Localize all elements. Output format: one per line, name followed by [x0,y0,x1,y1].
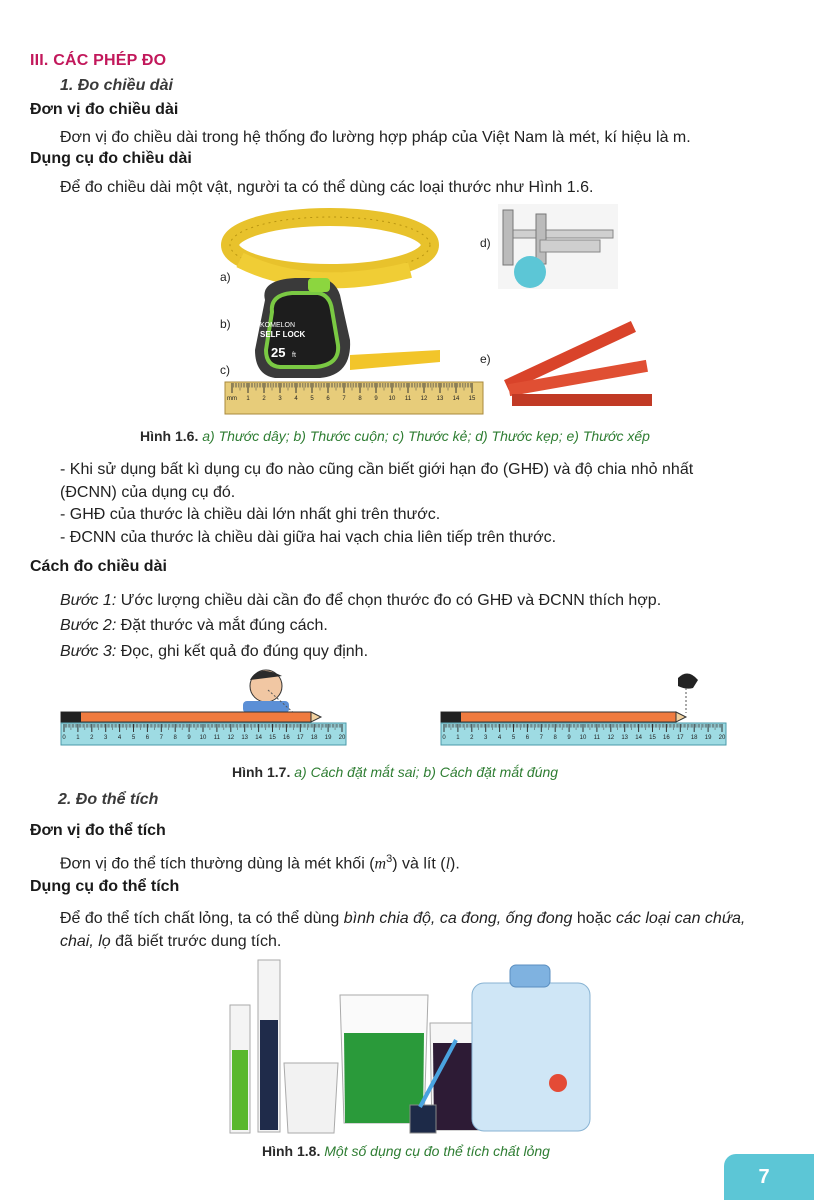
ruler17a-tick-label: 12 [227,735,235,741]
volume-tool-text-c: hoặc [572,910,616,927]
ruler17b-tick-label: 3 [484,735,488,741]
subsection-length-title: 1. Đo chiều dài [60,77,173,94]
ruler17a-tick-label: 2 [90,735,94,741]
ruler17b-tick-label: 7 [539,735,543,741]
measuring-cup [284,1063,338,1133]
volume-unit-heading: Đơn vị đo thể tích [30,822,166,839]
step-2-text: Đặt thước và mắt đúng cách. [116,617,328,634]
figure-1-6-caption-text: a) Thước dây; b) Thước cuộn; c) Thước kẻ; d) Thước kẹp; e) Thước xếp [202,428,650,444]
volume-unit-m: m [374,855,387,873]
figure-1-6 [200,200,690,420]
figure-1-7-illustration [58,668,728,754]
method-heading: Cách đo chiều dài [30,558,167,575]
graduated-cylinder-green [230,1005,250,1133]
ruler17a-tick-label: 1 [76,735,80,741]
ruler17b-tick-label: 19 [704,735,712,741]
ruler17b-tick-label: 5 [511,735,516,741]
figure-1-8-caption-text: Một số dụng cụ đo thể tích chất lỏng [324,1143,550,1159]
fig16-label-c: c) [220,363,230,377]
water-canister [472,965,590,1131]
measuring-tape-image [230,217,430,280]
volume-tool-text-b: bình chia độ, ca đong, ống đong [343,910,573,927]
figure-1-7 [58,668,728,754]
ruler17b-tick-label: 12 [607,735,615,741]
step-3-label: Bước 3: [60,643,117,660]
ruler17b-tick-label: 16 [663,735,670,741]
ruler16-tick-label: 13 [436,396,444,402]
fig16-label-b: b) [220,317,231,331]
ruler16-tick-label: 4 [294,396,298,402]
volume-tool-text-d: các loại can chứa, [615,910,746,927]
ruler17b-tick-label: 15 [649,735,656,741]
figure-1-7-caption-text: a) Cách đặt mắt sai; b) Cách đặt mắt đúng [294,764,559,780]
correct-eye-position-image [441,673,726,745]
ruler16-tick-label: 11 [404,396,412,402]
step-1 [60,589,661,612]
ruler17b-tick-label: 0 [442,735,446,741]
ruler17b-tick-label: 6 [525,735,530,741]
figure-1-7-caption-label: Hình 1.7. [232,764,291,780]
figure-1-8 [220,955,600,1135]
ruler16-tick-label: 12 [420,396,428,402]
ruler17a-tick-label: 4 [117,735,122,741]
ruler17b-tick-label: 20 [718,735,726,741]
ruler16-tick-label: 5 [310,396,314,402]
step-2-label: Bước 2: [60,617,117,634]
ruler16-tick-label: 7 [342,396,346,402]
volume-unit-l: l [445,855,451,873]
folding-ruler-image [504,321,652,406]
ruler17b-tick-label: 11 [593,735,601,741]
ruler17b-tick-label: 18 [690,735,698,741]
ruler17a-tick-label: 7 [159,735,163,741]
figure-1-6-caption [140,428,650,444]
fig16-label-d: d) [480,236,491,250]
tape-unit-label: ft [292,352,296,359]
ruler16-tick-label: 6 [326,396,330,402]
ruler17b-tick-label: 14 [635,735,642,741]
ruler16-tick-label: 14 [452,396,460,402]
ruler16-tick-label: 1 [246,396,250,402]
figure-1-8-illustration [220,955,600,1135]
length-unit-heading: Đơn vị đo chiều dài [30,101,179,118]
ruler17a-tick-label: 19 [324,735,332,741]
tape-size-label: 25 [271,345,286,360]
section-title: III. CÁC PHÉP ĐO [30,52,167,69]
volume-tool-heading: Dụng cụ đo thể tích [30,878,180,895]
ruler17a-tick-label: 18 [310,735,318,741]
beaker-green [340,995,428,1123]
ruler17a-tick-label: 15 [269,735,276,741]
ruler17a-tick-label: 13 [241,735,249,741]
fig16-label-e: e) [480,352,491,366]
step-1-label: Bước 1: [60,592,117,609]
ruler16-tick-label: 10 [388,396,396,402]
ruler17a-tick-label: 17 [296,735,304,741]
ghd-definition: - GHĐ của thước là chiều dài lớn nhất ghi trên thước. [60,506,441,523]
length-unit-text: Đơn vị đo chiều dài trong hệ thống đo lường hợp pháp của Việt Nam là mét, kí hiệu là m. [60,129,691,146]
ruler17a-tick-label: 11 [213,735,221,741]
volume-tool-text-line1 [60,907,780,930]
figure-1-8-caption-label: Hình 1.8. [262,1143,321,1159]
ruler17a-tick-label: 14 [255,735,262,741]
ruler17a-tick-label: 5 [131,735,136,741]
ruler17a-tick-label: 9 [187,735,191,741]
caliper-image [498,204,618,289]
volume-tool-text-line2 [60,930,281,953]
volume-unit-text-a: Đơn vị đo thể tích thường dùng là mét khối ( [60,855,375,873]
ghd-bullet-line1: - Khi sử dụng bất kì dụng cụ đo nào cũng cần biết giới hạn đo (GHĐ) và độ chia nhỏ nhất [60,461,694,478]
ruler16-tick-label: mm [227,396,237,402]
volume-tool-text-a: Để đo thể tích chất lỏng, ta có thể dùng [60,910,344,927]
tape-brand-label: KOMELON [260,322,296,329]
ruler17a-tick-label: 3 [104,735,108,741]
figure-1-8-caption [262,1143,550,1159]
step-3 [60,640,368,663]
ruler17b-tick-label: 13 [621,735,629,741]
ruler16-tick-label: 9 [374,396,378,402]
ghd-bullet-line2: (ĐCNN) của dụng cụ đó. [60,484,236,501]
ruler17a-tick-label: 10 [199,735,207,741]
ruler17a-tick-label: 20 [338,735,346,741]
ruler16-tick-label: 15 [468,396,476,402]
ruler17b-tick-label: 4 [497,735,502,741]
figure-1-6-caption-label: Hình 1.6. [140,428,199,444]
dcnn-definition: - ĐCNN của thước là chiều dài giữa hai vạch chia liên tiếp trên thước. [60,529,557,546]
ruler17a-tick-label: 6 [145,735,150,741]
volume-unit-exp: 3 [386,853,393,865]
tape-measure-image [255,278,440,378]
ruler17a-tick-label: 8 [173,735,177,741]
step-3-text: Đọc, ghi kết quả đo đúng quy định. [116,643,369,660]
ruler17b-tick-label: 17 [676,735,684,741]
length-tool-text: Để đo chiều dài một vật, người ta có thể dùng các loại thước như Hình 1.6. [60,179,594,196]
fig16-label-a: a) [220,270,231,284]
ruler16-tick-label: 8 [358,396,362,402]
wrong-eye-position-image [61,670,346,745]
step-2 [60,614,328,637]
length-tool-heading: Dụng cụ đo chiều dài [30,150,192,167]
volume-unit-text [60,848,460,875]
subsection-volume-title: 2. Đo thể tích [58,791,159,808]
ruler17b-tick-label: 9 [567,735,571,741]
volume-tool-text-e: chai, lọ [60,933,111,950]
ruler17a-tick-label: 16 [283,735,290,741]
page-number: 7 [724,1154,814,1200]
ruler16-tick-label: 2 [262,396,266,402]
ruler17b-tick-label: 8 [553,735,557,741]
ruler17b-tick-label: 10 [579,735,587,741]
ruler16-tick-label: 3 [278,396,282,402]
tape-model-label: SELF LOCK [260,330,306,339]
volume-unit-text-c: ). [450,855,460,873]
step-1-text: Ước lượng chiều dài cần đo để chọn thước đo có GHĐ và ĐCNN thích hợp. [116,592,662,609]
ruler17b-tick-label: 1 [456,735,460,741]
figure-1-6-illustration [200,200,690,420]
straight-ruler-image [225,382,483,414]
graduated-cylinder-dark [258,960,280,1132]
ruler17b-tick-label: 2 [470,735,474,741]
ruler17a-tick-label: 0 [62,735,66,741]
volume-tool-text-f: đã biết trước dung tích. [110,933,282,950]
figure-1-7-caption [232,764,558,780]
volume-unit-text-b: ) và lít ( [392,855,446,873]
